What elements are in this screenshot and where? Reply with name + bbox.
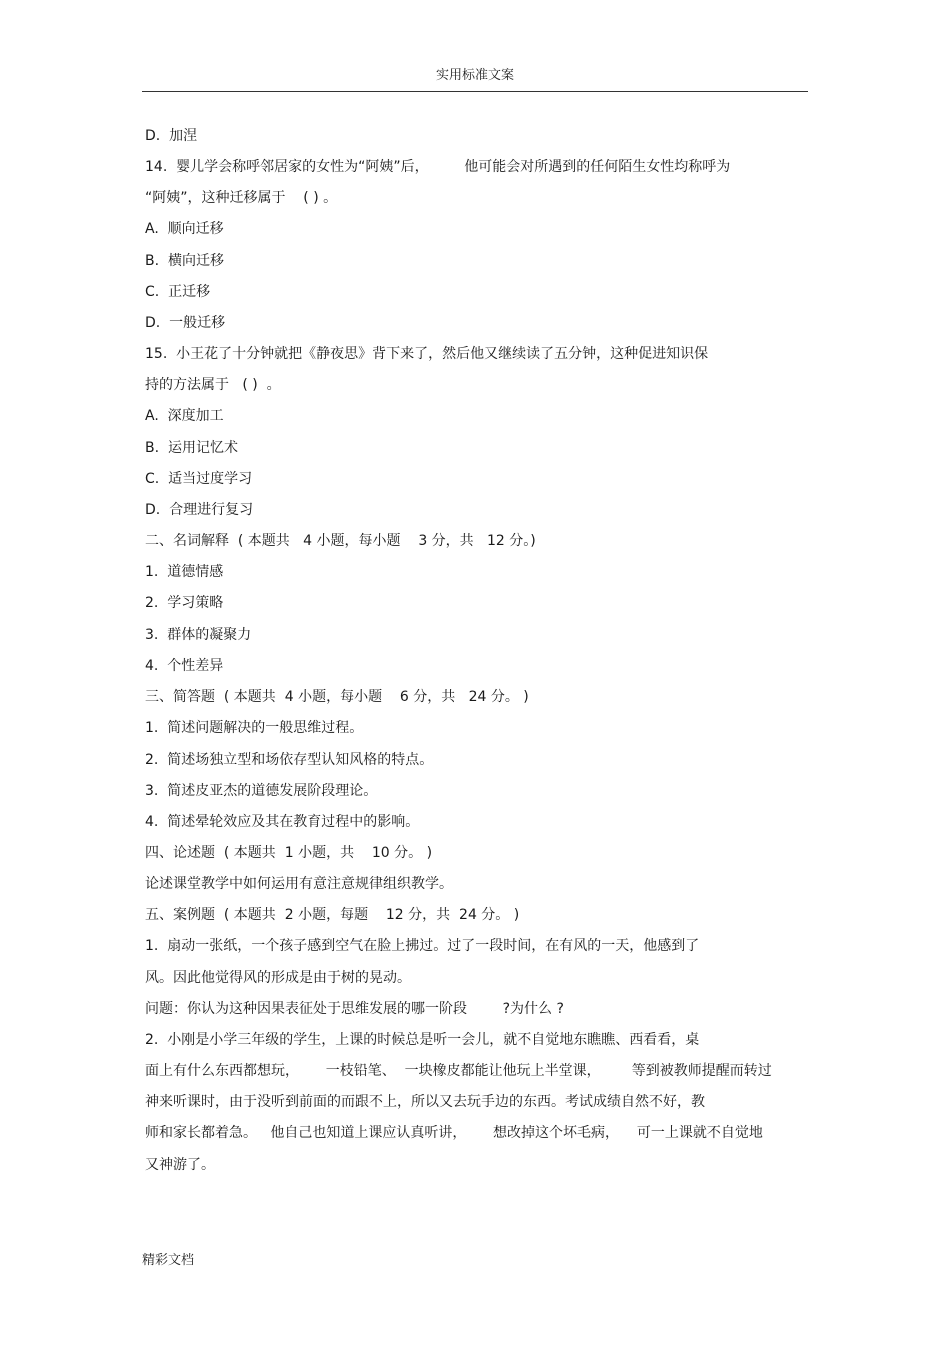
text-line: 3. 简述皮亚杰的道德发展阶段理论。 — [145, 783, 378, 799]
section-heading: 二、名词解释 ( 本题共 4 小题，每小题 3 分，共 12 分。) — [145, 533, 536, 549]
text-line: 2. 简述场独立型和场依存型认知风格的特点。 — [145, 752, 434, 768]
text-line: 论述课堂教学中如何运用有意注意规律组织教学。 — [145, 876, 453, 892]
text-line: 2. 学习策略 — [145, 595, 224, 611]
text-line: “阿姨”，这种迁移属于 ( ) 。 — [145, 190, 338, 206]
section-heading: 三、简答题 ( 本题共 4 小题，每小题 6 分，共 24 分。 ) — [145, 689, 529, 705]
text-line: 神来听课时，由于没听到前面的而跟不上，所以又去玩手边的东西。考试成绩自然不好，教 — [145, 1094, 705, 1110]
text-line: 又神游了。 — [145, 1157, 215, 1173]
page-footer: 精彩文档 — [142, 1253, 195, 1268]
text-line: 问题：你认为这种因果表征处于思维发展的哪一阶段 ?为什么 ? — [145, 1001, 564, 1017]
page-header: 实用标准文案 — [435, 68, 514, 83]
text-line: 持的方法属于 ( ) 。 — [145, 377, 281, 393]
text-line: 2. 小刚是小学三年级的学生，上课的时候总是听一会儿，就不自觉地东瞧瞧、西看看，桌 — [145, 1032, 700, 1048]
text-line: 14. 婴儿学会称呼邻居家的女性为“阿姨”后， 他可能会对所遇到的任何陌生女性均称呼为 — [145, 159, 731, 175]
header-divider — [142, 91, 808, 92]
text-line: 1. 扇动一张纸，一个孩子感到空气在脸上拂过。过了一段时间，在有风的一天，他感到了 — [145, 938, 700, 954]
text-line: 15. 小王花了十分钟就把《静夜思》背下来了，然后他又继续读了五分钟，这种促进知识保 — [145, 346, 709, 362]
text-line: B. 横向迁移 — [145, 253, 224, 269]
text-line: 师和家长都着急。 他自己也知道上课应认真听讲， 想改掉这个坏毛病， 可一上课就不自觉地 — [145, 1125, 763, 1141]
section-heading: 四、论述题 ( 本题共 1 小题，共 10 分。 ) — [145, 845, 433, 861]
text-line: D. 合理进行复习 — [145, 502, 254, 518]
text-line: C. 正迁移 — [145, 284, 211, 300]
section-heading: 五、案例题 ( 本题共 2 小题，每题 12 分，共 24 分。 ) — [145, 907, 520, 923]
text-line: 面上有什么东西都想玩， 一枝铅笔、 一块橡皮都能让他玩上半堂课， 等到被教师提醒而转过 — [145, 1063, 772, 1079]
text-line: D. 加涅 — [145, 128, 198, 144]
text-line: B. 运用记忆术 — [145, 440, 238, 456]
text-line: 1. 道德情感 — [145, 564, 224, 580]
text-line: 3. 群体的凝聚力 — [145, 627, 252, 643]
text-line: 风。因此他觉得风的形成是由于树的晃动。 — [145, 970, 411, 986]
text-line: D. 一般迁移 — [145, 315, 226, 331]
text-line: 4. 个性差异 — [145, 658, 224, 674]
text-line: C. 适当过度学习 — [145, 471, 253, 487]
text-line: A. 顺向迁移 — [145, 221, 224, 237]
text-line: A. 深度加工 — [145, 408, 224, 424]
text-line: 4. 简述晕轮效应及其在教育过程中的影响。 — [145, 814, 420, 830]
text-line: 1. 简述问题解决的一般思维过程。 — [145, 720, 364, 736]
